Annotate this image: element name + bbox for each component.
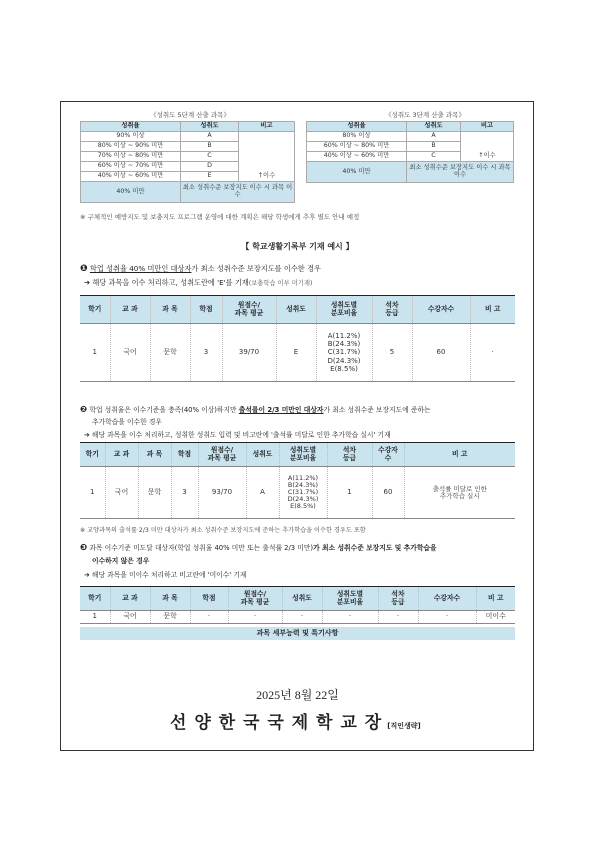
cell-credits: 3: [190, 324, 222, 382]
case3-text: (학업 성취율 40% 미만 또는 출석률 2/3 미만): [174, 544, 314, 552]
seal-omitted: [직인생략]: [387, 722, 421, 730]
arrow-icon: ➔: [84, 571, 90, 579]
footer-bar-special-notes: 과목 세부능력 및 특기사항: [80, 627, 515, 640]
tbl3-header: 비고: [461, 122, 514, 132]
cell-achievement: E: [276, 324, 316, 382]
case1-instruction-text: 해당 과목을 이수 처리하고, 성취도란에 'E'를 기재: [92, 278, 249, 287]
note-liberal-arts: ※ 교양과목의 출석률 2/3 미만 대상자가 최소 성취수준 보장지도에 준하는 추가학습을 이수한 경우도 포함: [80, 527, 366, 534]
tbl3-caption: 《성취도 3단계 산출 과목》: [385, 111, 465, 119]
col-header: 성취도별 분포비율: [279, 443, 327, 467]
case1-record-table: [80, 295, 515, 382]
cell-enrollment: ·: [418, 611, 476, 624]
col-header: 석차 등급: [327, 443, 372, 467]
cell-rank-grade: ·: [378, 611, 418, 624]
col-header: 수강자수: [418, 587, 476, 611]
cell-distribution: A(11.2%) B(24.3%) C(31.7%) D(24.3%) E(8.5%): [279, 467, 327, 519]
case2-instruction-text: 해당 과목을 이수 처리하고, 성취한 성취도 입력 및 비고란에 '출석률 미달로 인한 추가학습 실시' 기재: [91, 431, 391, 439]
cell-subject-area: 국어: [105, 467, 138, 519]
arrow-icon: ➔: [84, 278, 91, 287]
cell-subject-area: 국어: [110, 611, 150, 624]
cell-enrollment: 60: [412, 324, 470, 382]
cell-enrollment: 60: [372, 467, 404, 519]
cell-rank-grade: 5: [372, 324, 412, 382]
case2-target: 출석률이 2/3 미만인 대상자: [238, 406, 324, 414]
cell-score: 93/70: [198, 467, 246, 519]
col-header: 석차 등급: [378, 587, 418, 611]
issue-date: 2025년 8월 22일: [256, 688, 339, 702]
tbl3-rate: 60% 이상 ~ 80% 미만: [307, 142, 407, 152]
tbl5-note: 최소 성취수준 보장지도 이수 시 과목 이수: [181, 182, 295, 203]
col-header: 수강자 수: [372, 443, 404, 467]
col-header: 성취도: [282, 587, 322, 611]
col-header: 원점수/ 과목 평균: [222, 296, 276, 324]
case2-text: 학업 성취율은 이수기준을 충족(40% 이상)하지만: [89, 406, 239, 414]
tbl5-grade: E: [181, 172, 239, 182]
cell-semester: 1: [90, 487, 95, 496]
case2-heading-cont: 추가학습을 이수한 경우: [92, 418, 162, 426]
achievement-3-level-table: [306, 121, 514, 183]
case3-instruction-text: 해당 과목을 미이수 처리하고 비고란에 '미이수' 기재: [91, 571, 247, 579]
case1-instruction-note: (보충학습 이부 미기재): [248, 280, 313, 287]
col-header: 원점수/ 과목 평균: [228, 587, 282, 611]
case1-condition: 가 최소 성취수준 보장지도를 이수한 경우: [191, 264, 321, 273]
col-header: 비 고: [470, 296, 515, 324]
tbl3-grade: B: [407, 142, 461, 152]
case2-instruction: [84, 429, 524, 439]
col-header: 석차 등급: [372, 296, 412, 324]
cell-rank-grade: 1: [327, 467, 372, 519]
arrow-icon: ➔: [84, 431, 90, 439]
case2-heading: [80, 404, 520, 415]
tbl5-note: ↑이수: [239, 172, 295, 182]
tbl5-grade: B: [181, 142, 239, 152]
col-header: 학기: [80, 443, 105, 467]
tbl3-rate: 40% 이상 ~ 60% 미만: [307, 152, 407, 162]
col-header: 성취도: [276, 296, 316, 324]
achievement-5-level-table: [80, 121, 295, 203]
cell-credits: 3: [171, 467, 198, 519]
col-header: 과 목: [150, 587, 190, 611]
cell-course: 문학: [138, 467, 171, 519]
case2-record-table: [80, 442, 515, 519]
col-header: 학점: [190, 587, 228, 611]
case3-text: 과목 이수기준 미도달 대상자: [89, 544, 175, 552]
principal-name: 선 양 한 국 국 제 학 교 장: [170, 713, 383, 733]
tbl3-header: 성취도: [407, 122, 461, 132]
col-header: 비 고: [404, 443, 515, 467]
cell-score: ·: [228, 611, 282, 624]
cell-course: 문학: [150, 324, 190, 382]
cell-course: 문학: [150, 611, 190, 624]
tbl5-rate: 40% 이상 ~ 60% 미만: [81, 172, 181, 182]
tbl3-grade: C: [407, 152, 461, 162]
tbl5-header: 성취율: [81, 122, 181, 132]
col-header: 원점수/ 과목 평균: [198, 443, 246, 467]
cell-credits: ·: [190, 611, 228, 624]
section-title: 【 학교생활기록부 기재 예시 】: [241, 242, 354, 251]
col-header: 성취도: [246, 443, 279, 467]
case1-number: ❶: [80, 264, 88, 274]
case1-target: 학업 성취율 40% 미만인 대상자: [89, 264, 192, 273]
cell-remarks: 출석률 미달로 인한 추가학습 실시: [404, 467, 515, 519]
tbl5-caption: 《성취도 5단계 산출 과목》: [150, 111, 230, 119]
cell-subject-area: 국어: [110, 324, 150, 382]
tbl5-rate: 90% 이상: [81, 132, 181, 142]
case3-instruction: [84, 569, 524, 579]
tbl3-rate: 40% 미만: [307, 162, 407, 183]
tbl5-rate: 80% 이상 ~ 90% 미만: [81, 142, 181, 152]
case2-number: ❷: [80, 405, 88, 415]
case3-text: 가 최소 성취수준 보장지도 및 추가학습을: [313, 544, 437, 552]
case3-heading-cont: 이수하지 않은 경우: [92, 557, 150, 565]
tbl5-header: 성취도: [181, 122, 239, 132]
tbl5-rate: 60% 이상 ~ 70% 미만: [81, 162, 181, 172]
tbl5-rate: 70% 이상 ~ 80% 미만: [81, 152, 181, 162]
col-header: 성취도별 분포비율: [322, 587, 378, 611]
col-header: 교 과: [110, 296, 150, 324]
case2-text: 가 최소 성취수준 보장지도에 준하는: [323, 406, 431, 414]
tbl5-rate: 40% 미만: [81, 182, 181, 203]
tbl5-note: [239, 132, 295, 172]
col-header: 학점: [190, 296, 222, 324]
col-header: 과 목: [150, 296, 190, 324]
case3-number: ❸: [80, 543, 88, 553]
cell-score: 39/70: [222, 324, 276, 382]
case3-record-table: [80, 586, 515, 624]
cell-semester: 1: [92, 612, 97, 621]
tbl5-grade: A: [181, 132, 239, 142]
case1-heading: [80, 264, 520, 274]
col-header: 비 고: [476, 587, 515, 611]
case1-instruction: [84, 278, 524, 288]
principal-line: [170, 708, 470, 733]
tbl3-note: [461, 132, 514, 152]
col-header: 교 과: [110, 587, 150, 611]
col-header: 학기: [80, 296, 110, 324]
tbl3-note: ↑이수: [461, 152, 514, 162]
col-header: 교 과: [105, 443, 138, 467]
cell-achievement: A: [246, 467, 279, 519]
cell-achievement: ·: [282, 611, 322, 624]
cell-semester: 1: [92, 347, 97, 356]
col-header: 과 목: [138, 443, 171, 467]
note-program: ※ 구체적인 예방지도 및 보충지도 프로그램 운영에 대한 계획은 해당 학생에게 추후 별도 안내 예정: [80, 213, 360, 221]
cell-remarks: 미이수: [476, 611, 515, 624]
tbl3-header: 성취율: [307, 122, 407, 132]
tbl3-rate: 80% 이상: [307, 132, 407, 142]
tbl5-header: 비고: [239, 122, 295, 132]
cell-distribution: A(11.2%) B(24.3%) C(31.7%) D(24.3%) E(8.5%): [316, 324, 372, 382]
tbl3-grade: A: [407, 132, 461, 142]
cell-remarks: ·: [470, 324, 515, 382]
tbl5-grade: C: [181, 152, 239, 162]
case3-heading: [80, 542, 520, 553]
col-header: 성취도별 분포비율: [316, 296, 372, 324]
tbl3-note: 최소 성취수준 보장지도 이수 시 과목 이수: [407, 162, 514, 183]
cell-distribution: ·: [322, 611, 378, 624]
tbl5-grade: D: [181, 162, 239, 172]
col-header: 학점: [171, 443, 198, 467]
col-header: 학기: [80, 587, 110, 611]
col-header: 수강자수: [412, 296, 470, 324]
